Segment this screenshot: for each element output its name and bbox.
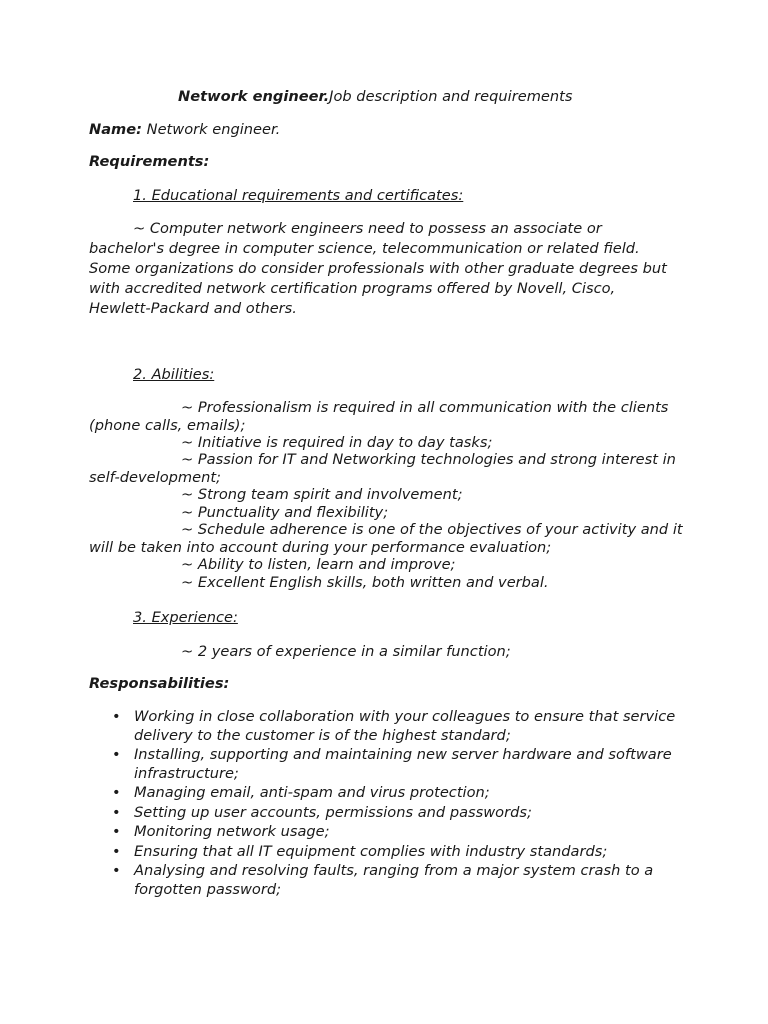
experience-item: ~ 2 years of experience in a similar function;	[181, 643, 511, 660]
list-item	[89, 862, 689, 899]
list-item	[89, 708, 689, 745]
list-item	[89, 784, 689, 803]
experience-heading: 3. Experience:	[133, 609, 238, 626]
ability-item: ~ Professionalism is required in all communication with the clients (phone calls, emails);	[89, 399, 669, 434]
responsibilities-list	[89, 708, 689, 900]
bullet-icon: •	[112, 784, 121, 801]
ability-item: ~ Punctuality and flexibility;	[181, 504, 389, 521]
name-value: Network engineer.	[146, 121, 281, 138]
education-heading: 1. Educational requirements and certificates:	[133, 187, 464, 204]
abilities-heading: 2. Abilities:	[133, 366, 215, 383]
list-item	[89, 804, 689, 823]
list-item	[89, 843, 689, 862]
list-item-text: Working in close collaboration with your colleagues to ensure that service delivery to the customer is of the highest standard;	[134, 708, 676, 744]
ability-item: ~ Schedule adherence is one of the objectives of your activity and it will be taken into account during your performance evaluation;	[89, 521, 683, 556]
responsibilities-heading: Responsabilities:	[89, 675, 230, 692]
bullet-icon: •	[112, 823, 121, 840]
ability-item: ~ Passion for IT and Networking technologies and strong interest in self-development;	[89, 451, 676, 486]
list-item-text: Monitoring network usage;	[134, 823, 330, 840]
bullet-icon: •	[112, 842, 121, 860]
ability-item: ~ Excellent English skills, both written and verbal.	[181, 574, 549, 591]
list-item-text: Setting up user accounts, permissions and passwords;	[134, 803, 532, 821]
name-line	[89, 121, 280, 138]
list-item-text: Installing, supporting and maintaining new server hardware and software infrastructure;	[134, 746, 672, 782]
document-title	[178, 88, 572, 105]
list-item	[89, 823, 689, 842]
bullet-icon: •	[112, 708, 121, 725]
bullet-icon: •	[112, 803, 121, 821]
ability-item: ~ Strong team spirit and involvement;	[181, 486, 463, 503]
list-item	[89, 746, 689, 783]
title-rest: Job description and requirements	[329, 88, 573, 105]
ability-item: ~ Ability to listen, learn and improve;	[181, 556, 456, 573]
bullet-icon: •	[112, 746, 121, 763]
list-item-text: Analysing and resolving faults, ranging from a major system crash to a forgotten password;	[134, 862, 654, 898]
ability-item: ~ Initiative is required in day to day tasks;	[181, 434, 493, 451]
education-paragraph: ~ Computer network engineers need to possess an associate or bachelor's degree in computer science, telecommunication or related field. Some organizations do consider professionals with other graduate degrees but with accredited network certification programs offered by Novell, Cisco, Hewlett-Packard and others.	[89, 220, 667, 317]
requirements-heading: Requirements:	[89, 153, 210, 170]
bullet-icon: •	[112, 862, 121, 879]
list-item-text: Ensuring that all IT equipment complies with industry standards;	[134, 842, 608, 860]
name-label: Name:	[89, 121, 143, 138]
list-item-text: Managing email, anti-spam and virus protection;	[134, 784, 490, 801]
title-bold-part: Network engineer.	[178, 88, 330, 105]
